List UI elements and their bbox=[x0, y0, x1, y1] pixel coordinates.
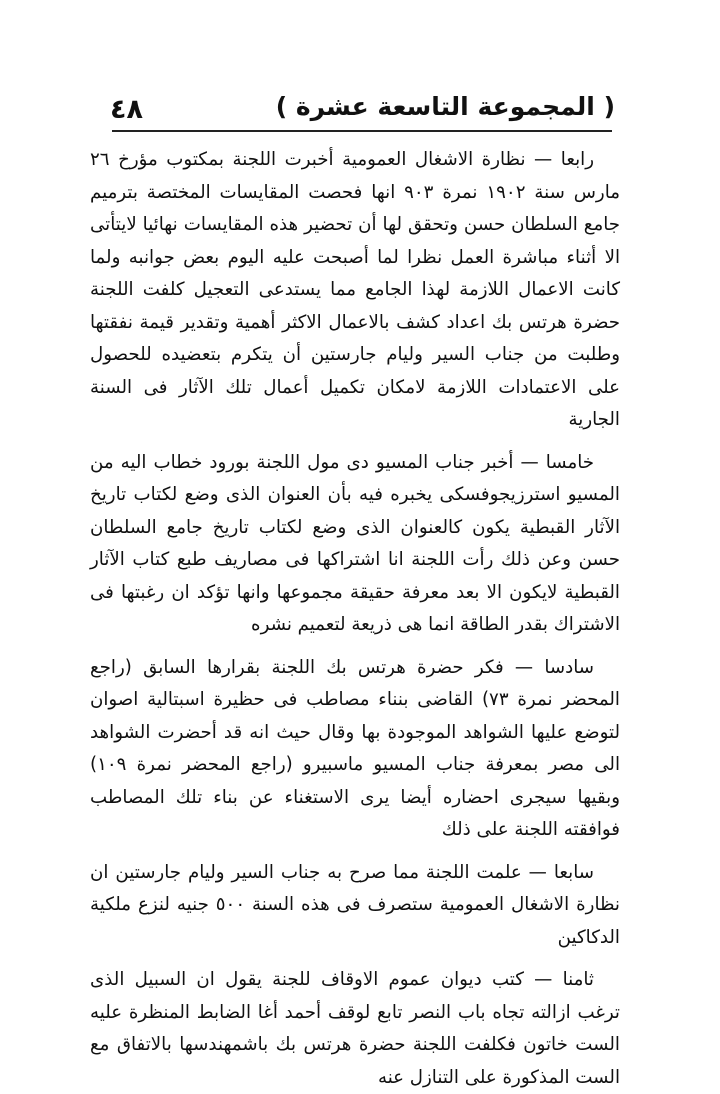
running-title: ( المجموعة التاسعة عشرة ) bbox=[275, 92, 615, 121]
paragraph-fourth: رابعا — نظارة الاشغال العمومية أخبرت اللجنة بمكتوب مؤرخ ٢٦ مارس سنة ١٩٠٢ نمرة ٩٠٣ انها فحصت المقايسات المختصة بترميم جامع السلطان حسن وتحقق لها أن تحضير هذه المقايسات نهائيا لايتأتى الا أثناء مباشرة العمل نظرا لما أصبحت عليه اليوم بعض جوانبه ولما كانت الاعمال اللازمة لهذا الجامع مما يستدعى التعجيل كلفت اللجنة حضرة هرتس بك اعداد كشف بالاعمال الاكثر أهمية وتقدير قيمة نفقتها وطلبت من جناب السير وليام جارستين أن يتكرم بتعضيده للحصول على الاعتمادات اللازمة لامكان تكميل أعمال تلك الآثار فى السنة الجارية bbox=[90, 149, 620, 430]
paragraph-eighth: ثامنا — كتب ديوان عموم الاوقاف للجنة يقول ان السبيل الذى ترغب ازالته تجاه باب النصر تابع لوقف أحمد أغا الضابط المنظرة عليه الست خاتون فكلفت اللجنة حضرة هرتس بك باشمهندسها بالاتفاق مع الست المذكورة على التنازل عنه bbox=[90, 969, 620, 1088]
page-header bbox=[110, 92, 615, 132]
document-body bbox=[90, 144, 620, 1094]
paragraph-sixth: سادسا — فكر حضرة هرتس بك اللجنة بقرارها السابق (راجع المحضر نمرة ٧٣) القاضى بنناء مصاطب فى حظيرة اسبتالية اصوان لتوضع عليها الشواهد الموجودة بها وقال حيث انه قد أحضرت الشواهد الى مصر بمعرفة جناب المسيو ماسبيرو (راجع المحضر نمرة ١٠٩) وبقيها سيجرى احضاره أيضا يرى الاستغناء عن بناء تلك المصاطب فوافقته اللجنة على ذلك bbox=[90, 656, 620, 840]
header-rule bbox=[112, 130, 612, 132]
page-number: ٤٨ bbox=[110, 94, 143, 125]
paragraph-seventh: سابعا — علمت اللجنة مما صرح به جناب السير وليام جارستين ان نظارة الاشغال العمومية ستصرف فى هذه السنة ٥٠٠ جنيه لنزع ملكية الدكاكين bbox=[90, 861, 620, 948]
paragraph-fifth: خامسا — أخبر جناب المسيو دى مول اللجنة بورود خطاب اليه من المسيو استرزيجوفسكى يخبره فيه بأن العنوان الذى وضع لكتاب تاريخ الآثار القبطية يكون كالعنوان الذى وضع لكتاب تاريخ جامع السلطان حسن وعن ذلك رأت اللجنة انا اشتراكها فى مصاريف طبع كتاب الآثار القبطية لايكون الا بعد معرفة حقيقة مجموعها وانها تؤكد ان رغبتها فى الاشتراك بقدر الطاقة انما هى ذريعة لتعميم نشره bbox=[90, 451, 620, 635]
